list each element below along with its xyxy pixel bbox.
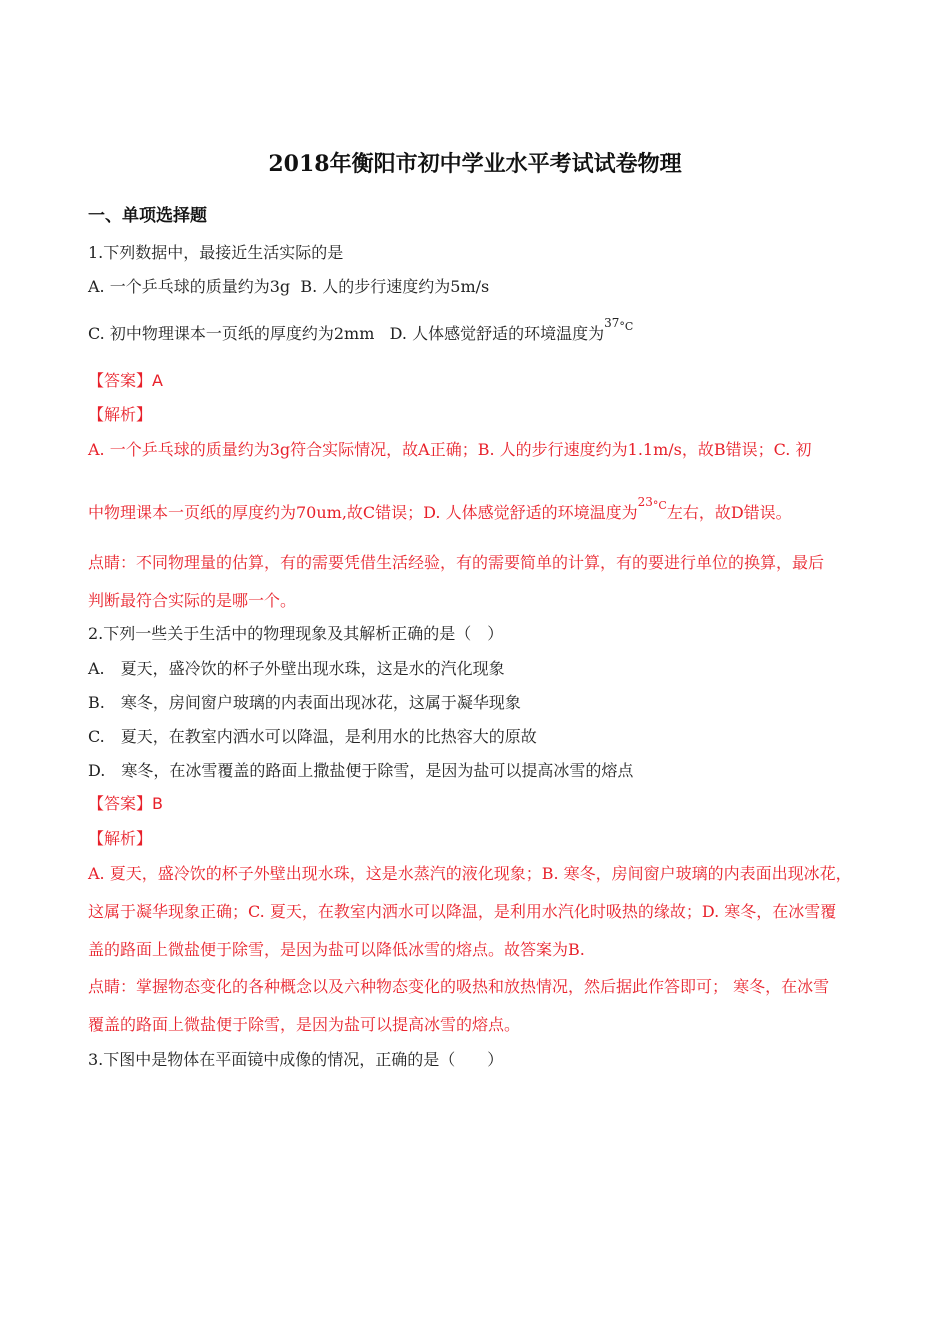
q1-analysis-temp: 23 [637,495,653,509]
q2-option-a: A. 夏天，盛冷饮的杯子外壁出现水珠，这是水的汽化现象 [88,659,505,678]
q1-options-ab [88,277,489,297]
q1-tip-line1: 点睛：不同物理量的估算，有的需要凭借生活经验，有的需要简单的计算，有的要进行单位的换算，最后 [88,553,825,572]
q1-option-d-temp: 37 [604,316,620,330]
q1-analysis-label: 【解析】 [88,405,153,424]
q1-analysis-line2-pre: 中物理课本一页纸的厚度约为70um,故C错误；D. 人体感觉舒适的环境温度为 [88,503,638,522]
q2-tip-line1: 点睛：掌握物态变化的各种概念以及六种物态变化的吸热和放热情况，然后据此作答即可； 寒冬，在冰雪 [88,977,830,996]
q1-analysis-line1: A. 一个乒乓球的质量约为3g符合实际情况，故A正确；B. 人的步行速度约为1.1m/s，故B错误；C. 初 [88,440,812,459]
q1-option-a: A. 一个乒乓球的质量约为3g [88,277,291,296]
q1-answer: 【答案】A [88,371,163,390]
q1-analysis-unit: °C [652,499,667,512]
q1-analysis-line2 [88,495,792,525]
q3-stem: 3.下图中是物体在平面镜中成像的情况，正确的是（ ） [88,1050,504,1069]
q2-analysis-line2: 这属于凝华现象正确；C. 夏天，在教室内洒水可以降温，是利用水汽化时吸热的缘故；D. 寒冬，在冰雪覆 [88,902,837,921]
q2-stem: 2.下列一些关于生活中的物理现象及其解析正确的是（ ） [88,624,504,643]
q2-answer: 【答案】B [88,794,163,813]
q1-option-d: D. 人体感觉舒适的环境温度为 [389,324,605,343]
q2-option-b: B. 寒冬，房间窗户玻璃的内表面出现冰花，这属于凝华现象 [88,693,521,712]
q1-tip-line2: 判断最符合实际的是哪一个。 [88,591,297,610]
section-heading: 一、单项选择题 [88,206,207,226]
q1-stem: 1.下列数据中，最接近生活实际的是 [88,243,344,262]
q2-analysis-line3: 盖的路面上微盐便于除雪，是因为盐可以降低冰雪的熔点。故答案为B. [88,940,585,959]
q1-options-cd [88,316,634,346]
q2-option-d: D. 寒冬，在冰雪覆盖的路面上撒盐便于除雪，是因为盐可以提高冰雪的熔点 [88,761,634,780]
q1-option-b: B. 人的步行速度约为5m/s [300,277,490,296]
q2-analysis-label: 【解析】 [88,829,153,848]
q1-option-c: C. 初中物理课本一页纸的厚度约为2mm [88,324,375,343]
q2-analysis-line1: A. 夏天，盛冷饮的杯子外壁出现水珠，这是水蒸汽的液化现象；B. 寒冬，房间窗户玻璃的内表面出现冰花， [88,864,852,883]
q2-tip-line2: 覆盖的路面上微盐便于除雪，是因为盐可以提高冰雪的熔点。 [88,1015,521,1034]
document-title: 2018年衡阳市初中学业水平考试试卷物理 [268,151,682,177]
q2-option-c: C. 夏天，在教室内洒水可以降温，是利用水的比热容大的原故 [88,727,537,746]
q1-analysis-line2-post: 左右，故D错误。 [666,503,792,522]
q1-option-d-unit: °C [619,320,634,333]
